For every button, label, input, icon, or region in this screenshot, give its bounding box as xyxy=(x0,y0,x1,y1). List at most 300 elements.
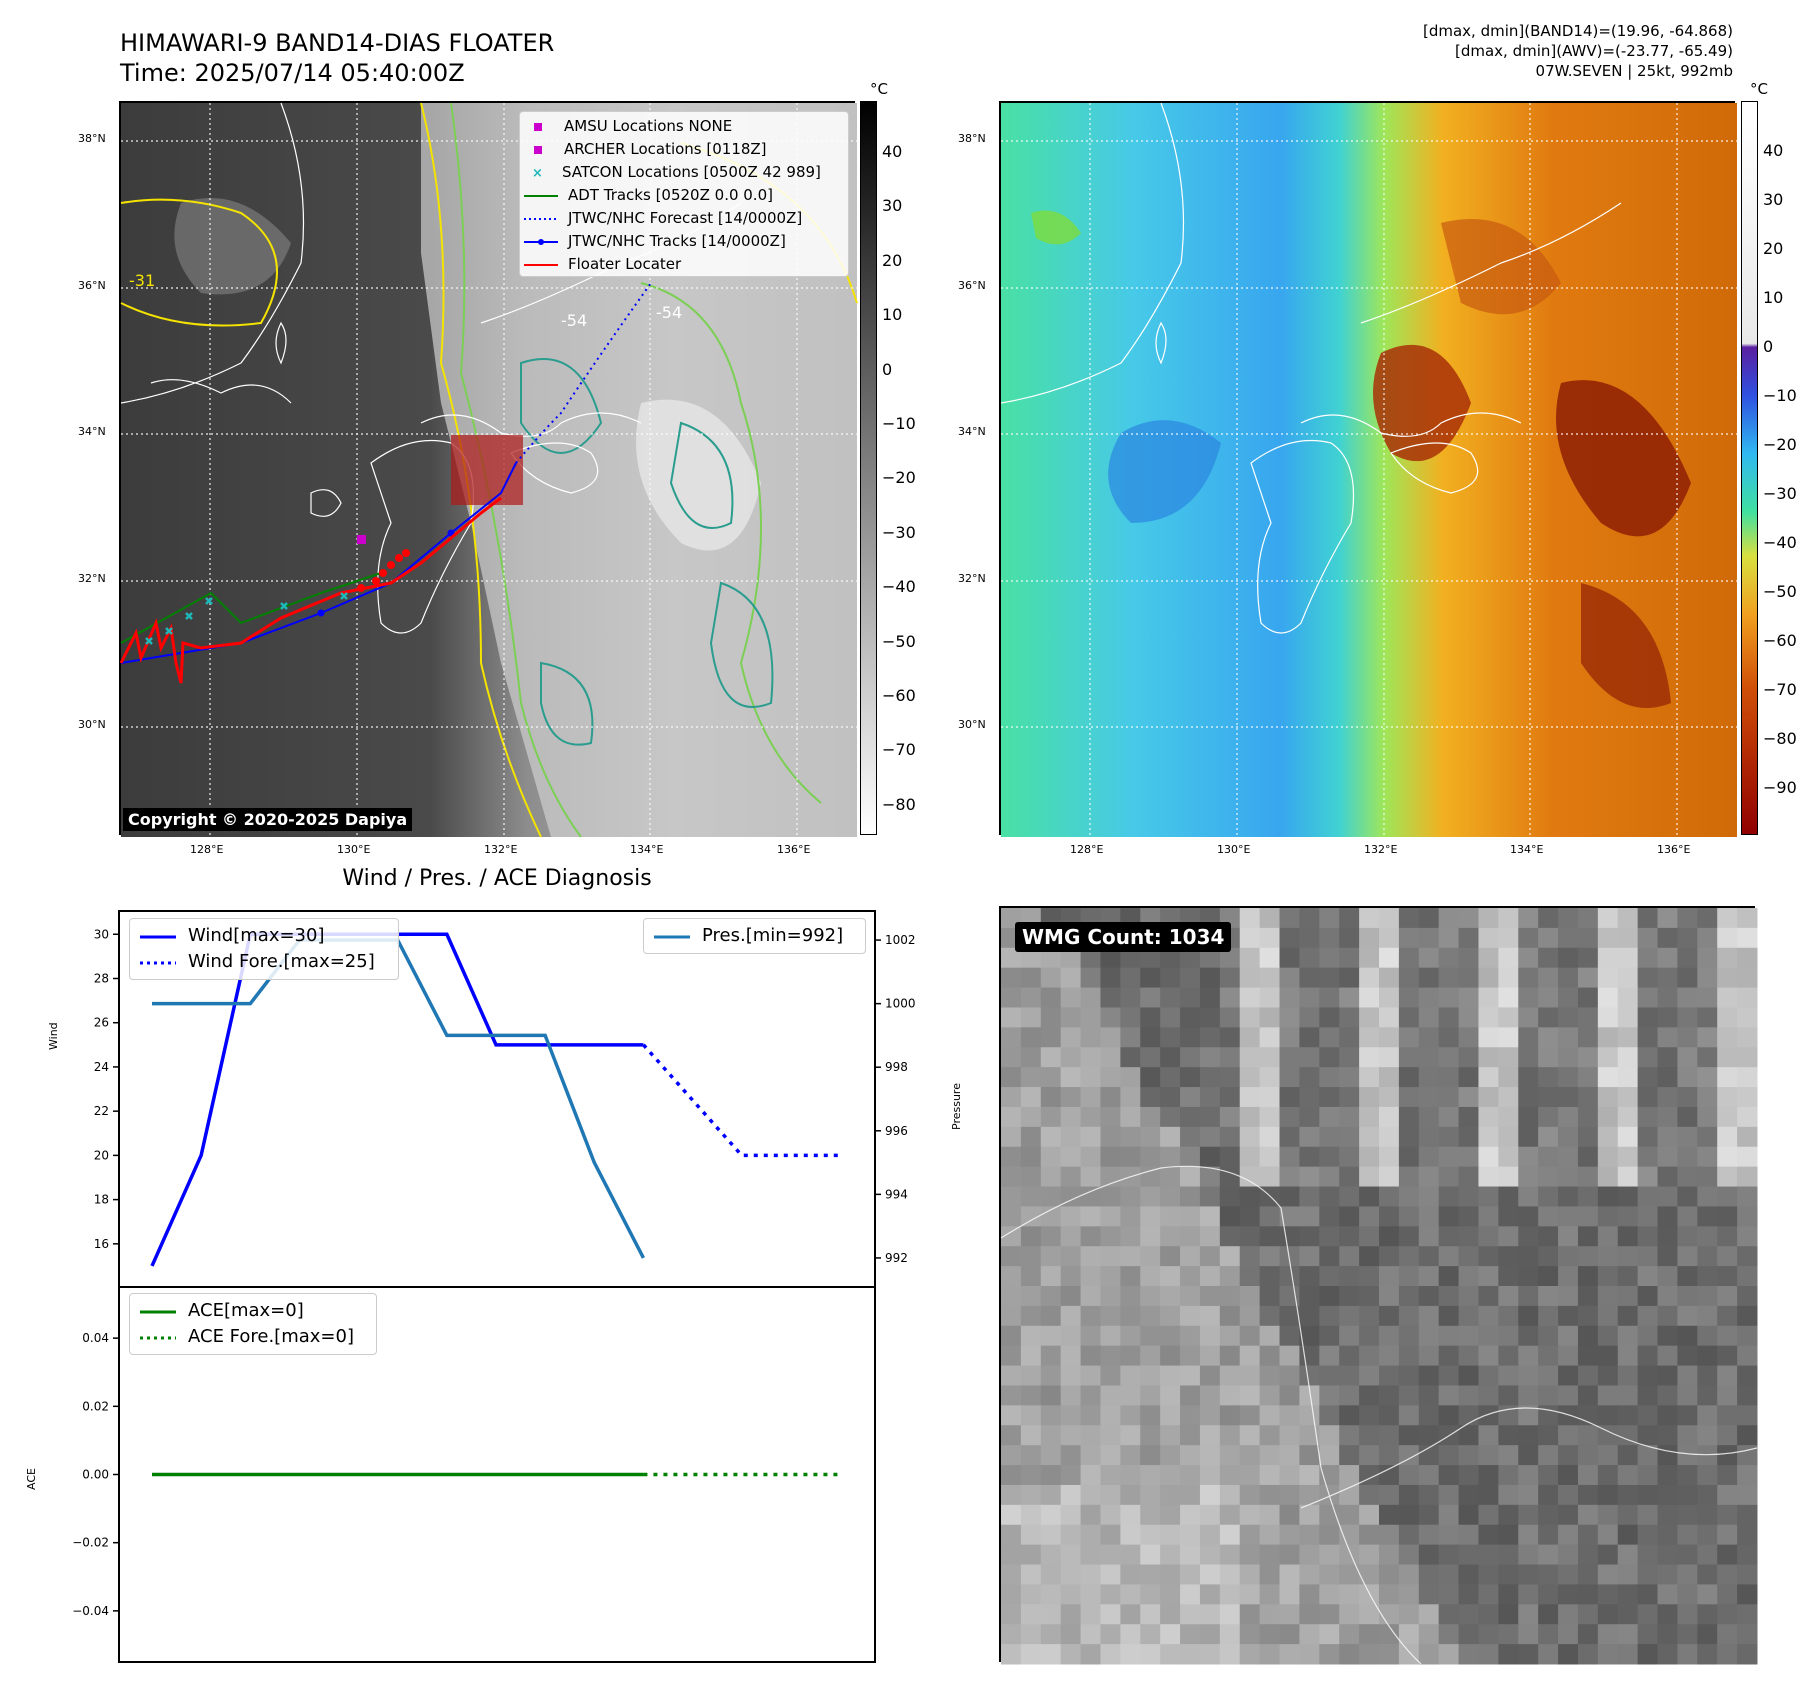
wmg-cell xyxy=(1439,1485,1459,1505)
wmg-cell xyxy=(1220,1366,1240,1386)
wmg-cell xyxy=(1220,1405,1240,1425)
wmg-cell xyxy=(1021,1246,1041,1266)
wmg-cell xyxy=(1001,1545,1021,1565)
wmg-cell xyxy=(1638,1127,1658,1147)
wmg-cell xyxy=(1578,1266,1598,1286)
wmg-cell xyxy=(1419,1505,1439,1525)
wmg-cell xyxy=(1538,1604,1558,1624)
wmg-cell xyxy=(1240,1306,1260,1326)
wmg-cell xyxy=(1419,948,1439,968)
wmg-cell xyxy=(1737,1644,1757,1664)
wmg-cell xyxy=(1081,1346,1101,1366)
wmg-cell xyxy=(1240,1027,1260,1047)
wmg-cell xyxy=(1280,1007,1300,1027)
wmg-cell xyxy=(1717,1366,1737,1386)
wmg-cell xyxy=(1280,1147,1300,1167)
wmg-cell xyxy=(1359,1405,1379,1425)
wmg-cell xyxy=(1518,1206,1538,1226)
wmg-cell xyxy=(1160,1047,1180,1067)
wmg-cell xyxy=(1618,1624,1638,1644)
wmg-cell xyxy=(1677,1187,1697,1207)
wmg-cell xyxy=(1120,1385,1140,1405)
wmg-cell xyxy=(1041,1167,1061,1187)
wmg-cell xyxy=(1737,1226,1757,1246)
wmg-cell xyxy=(1260,1206,1280,1226)
wmg-cell xyxy=(1717,1087,1737,1107)
wmg-cell xyxy=(1618,1127,1638,1147)
wmg-cell xyxy=(1439,928,1459,948)
wmg-cell xyxy=(1658,1107,1678,1127)
wmg-cell xyxy=(1538,948,1558,968)
wmg-cell xyxy=(1578,1445,1598,1465)
wmg-cell xyxy=(1001,1107,1021,1127)
wmg-cell xyxy=(1538,1565,1558,1585)
wmg-cell xyxy=(1717,1107,1737,1127)
colorbar-tick: 10 xyxy=(1763,288,1784,307)
wmg-cell xyxy=(1120,1246,1140,1266)
wmg-cell xyxy=(1021,1047,1041,1067)
wmg-cell xyxy=(1160,1067,1180,1087)
lat-label: 36°N xyxy=(78,279,106,292)
wmg-cell xyxy=(1081,1445,1101,1465)
wmg-cell xyxy=(1001,1326,1021,1346)
wmg-cell xyxy=(1319,1226,1339,1246)
wmg-cell xyxy=(1677,1246,1697,1266)
lat-label: 32°N xyxy=(958,572,986,585)
wmg-cell xyxy=(1399,1007,1419,1027)
wmg-cell xyxy=(1319,968,1339,988)
wmg-cell xyxy=(1100,1584,1120,1604)
wmg-cell xyxy=(1021,1007,1041,1027)
wmg-cell xyxy=(1319,948,1339,968)
wmg-cell xyxy=(1459,1604,1479,1624)
ace-tick-label: −0.04 xyxy=(72,1603,109,1618)
wmg-cell xyxy=(1518,1545,1538,1565)
wmg-cell xyxy=(1319,1147,1339,1167)
wmg-cell xyxy=(1737,1505,1757,1525)
wmg-cell xyxy=(1240,1167,1260,1187)
wmg-cell xyxy=(1140,1187,1160,1207)
legend-wind-forecast: Wind Fore.[max=25] xyxy=(138,951,375,972)
wmg-cell xyxy=(1558,988,1578,1008)
wmg-cell xyxy=(1041,1306,1061,1326)
wmg-cell xyxy=(1100,1087,1120,1107)
wmg-cell xyxy=(1677,1346,1697,1366)
wmg-cell xyxy=(1359,1107,1379,1127)
wmg-cell xyxy=(1001,1306,1021,1326)
wmg-cell xyxy=(1498,1027,1518,1047)
wmg-cell xyxy=(1419,1565,1439,1585)
wmg-cell xyxy=(1498,1505,1518,1525)
wmg-cell xyxy=(1578,1326,1598,1346)
wmg-cell xyxy=(1618,1047,1638,1067)
wmg-cell xyxy=(1558,1266,1578,1286)
wmg-cell xyxy=(1459,1525,1479,1545)
wmg-cell xyxy=(1100,1107,1120,1127)
wmg-cell xyxy=(1697,1644,1717,1664)
wmg-cell xyxy=(1638,1147,1658,1167)
wmg-cell xyxy=(1598,1565,1618,1585)
wmg-cell xyxy=(1200,1485,1220,1505)
wmg-cell xyxy=(1379,1226,1399,1246)
wmg-cell xyxy=(1339,1007,1359,1027)
wmg-cell xyxy=(1280,968,1300,988)
legend-pressure: Pres.[min=992] xyxy=(652,925,843,946)
wmg-cell xyxy=(1180,1405,1200,1425)
wmg-cell xyxy=(1518,1067,1538,1087)
wmg-cell xyxy=(1399,948,1419,968)
wmg-cell xyxy=(1419,1246,1439,1266)
wmg-cell xyxy=(1120,1425,1140,1445)
wmg-cell xyxy=(1717,1545,1737,1565)
wmg-cell xyxy=(1498,1047,1518,1067)
wmg-cell xyxy=(1041,1425,1061,1445)
wmg-cell xyxy=(1538,1425,1558,1445)
wmg-cell xyxy=(1538,1644,1558,1664)
wmg-cell xyxy=(1061,1087,1081,1107)
wmg-cell xyxy=(1717,1007,1737,1027)
wmg-cell xyxy=(1538,1525,1558,1545)
wmg-cell xyxy=(1339,1584,1359,1604)
wmg-cell xyxy=(1081,1525,1101,1545)
wmg-cell xyxy=(1498,1087,1518,1107)
wmg-cell xyxy=(1518,1465,1538,1485)
wmg-cell xyxy=(1697,1306,1717,1326)
wmg-cell xyxy=(1359,1326,1379,1346)
wmg-cell xyxy=(1598,1187,1618,1207)
wmg-cell xyxy=(1598,1405,1618,1425)
wmg-cell xyxy=(1041,1127,1061,1147)
lon-label: 136°E xyxy=(1657,843,1691,856)
wmg-cell xyxy=(1160,988,1180,1008)
wmg-cell xyxy=(1538,1505,1558,1525)
wmg-cell xyxy=(1478,1545,1498,1565)
wmg-cell xyxy=(1578,1067,1598,1087)
wmg-cell xyxy=(1618,1206,1638,1226)
wmg-cell xyxy=(1140,1624,1160,1644)
wmg-cell xyxy=(1459,1107,1479,1127)
wmg-cell xyxy=(1459,1326,1479,1346)
wmg-cell xyxy=(1538,1445,1558,1465)
wmg-cell xyxy=(1478,1286,1498,1306)
wmg-cell xyxy=(1120,1485,1140,1505)
colorbar-tick: −60 xyxy=(882,686,916,705)
pressure-series-line xyxy=(152,940,643,1258)
wmg-cell xyxy=(1021,1644,1041,1664)
wmg-cell xyxy=(1319,1047,1339,1067)
lon-label: 136°E xyxy=(777,843,811,856)
wmg-cell xyxy=(1677,1266,1697,1286)
wmg-cell xyxy=(1041,1505,1061,1525)
wmg-cell xyxy=(1598,1525,1618,1545)
wmg-cell xyxy=(1140,1306,1160,1326)
wmg-cell xyxy=(1200,1107,1220,1127)
wmg-cell xyxy=(1100,1644,1120,1664)
wmg-cell xyxy=(1419,1087,1439,1107)
wmg-cell xyxy=(1478,1326,1498,1346)
wmg-cell xyxy=(1737,968,1757,988)
legend-jtwc-tracks: JTWC/NHC Tracks [14/0000Z] xyxy=(522,231,786,250)
wmg-cell xyxy=(1100,1147,1120,1167)
wmg-cell xyxy=(1061,1206,1081,1226)
wmg-cell xyxy=(1180,1127,1200,1147)
wmg-cell xyxy=(1160,1465,1180,1485)
wmg-cell xyxy=(1677,1505,1697,1525)
wmg-cell xyxy=(1041,1187,1061,1207)
wmg-cell xyxy=(1100,1624,1120,1644)
wmg-cell xyxy=(1658,1405,1678,1425)
wmg-cell xyxy=(1280,1385,1300,1405)
wmg-cell xyxy=(1558,1147,1578,1167)
wmg-cell xyxy=(1658,1385,1678,1405)
wmg-cell xyxy=(1697,1326,1717,1346)
wmg-cell xyxy=(1220,1624,1240,1644)
wmg-cell xyxy=(1359,1525,1379,1545)
wmg-cell xyxy=(1299,1405,1319,1425)
wmg-cell xyxy=(1419,1007,1439,1027)
wmg-cell xyxy=(1160,1425,1180,1445)
wmg-cell xyxy=(1220,1226,1240,1246)
wmg-cell xyxy=(1041,1087,1061,1107)
wmg-cell xyxy=(1339,928,1359,948)
wmg-cell xyxy=(1001,1127,1021,1147)
wmg-cell xyxy=(1717,1485,1737,1505)
wmg-cell xyxy=(1140,1206,1160,1226)
wmg-cell xyxy=(1220,1346,1240,1366)
wmg-cell xyxy=(1240,1206,1260,1226)
wmg-cell xyxy=(1061,1445,1081,1465)
wmg-cell xyxy=(1459,1067,1479,1087)
wmg-cell xyxy=(1399,1545,1419,1565)
wmg-cell xyxy=(1638,1286,1658,1306)
wmg-cell xyxy=(1319,908,1339,928)
wmg-cell xyxy=(1120,1306,1140,1326)
wmg-cell xyxy=(1399,1226,1419,1246)
wmg-cell xyxy=(1558,1127,1578,1147)
wmg-cell xyxy=(1021,1167,1041,1187)
wmg-cell xyxy=(1240,1604,1260,1624)
wmg-cell xyxy=(1598,988,1618,1008)
wmg-cell xyxy=(1578,1405,1598,1425)
wmg-cell xyxy=(1299,1525,1319,1545)
wmg-cell xyxy=(1677,1445,1697,1465)
awv-map-canvas xyxy=(1001,103,1737,837)
wmg-cell xyxy=(1439,908,1459,928)
wmg-cell xyxy=(1518,1346,1538,1366)
wmg-cell xyxy=(1498,1584,1518,1604)
wmg-cell xyxy=(1538,1326,1558,1346)
wmg-cell xyxy=(1717,1525,1737,1545)
wmg-cell xyxy=(1638,1584,1658,1604)
wmg-cell xyxy=(1558,948,1578,968)
solid-line-icon xyxy=(138,1307,178,1317)
wmg-cell xyxy=(1359,1246,1379,1266)
wmg-cell xyxy=(1379,1565,1399,1585)
wmg-cell xyxy=(1260,1226,1280,1246)
wmg-cell xyxy=(1120,1346,1140,1366)
wmg-cell xyxy=(1319,1067,1339,1087)
wmg-cell xyxy=(1299,1485,1319,1505)
wmg-cell xyxy=(1140,1485,1160,1505)
wmg-cell xyxy=(1100,1485,1120,1505)
wmg-cell xyxy=(1240,1246,1260,1266)
wmg-cell xyxy=(1140,1226,1160,1246)
wmg-cell xyxy=(1618,1027,1638,1047)
wmg-cell xyxy=(1658,928,1678,948)
wmg-cell xyxy=(1399,1346,1419,1366)
wmg-cell xyxy=(1339,1206,1359,1226)
wmg-cell xyxy=(1379,1127,1399,1147)
wmg-cell xyxy=(1379,1405,1399,1425)
wmg-cell xyxy=(1677,1604,1697,1624)
wmg-cell xyxy=(1558,1465,1578,1485)
wmg-cell xyxy=(1041,1226,1061,1246)
wmg-cell xyxy=(1717,1047,1737,1067)
wmg-cell xyxy=(1618,1246,1638,1266)
wmg-cell xyxy=(1439,1007,1459,1027)
wmg-cell xyxy=(1339,1147,1359,1167)
wmg-cell xyxy=(1658,1505,1678,1525)
wmg-cell xyxy=(1220,1565,1240,1585)
ace-tick-label: 0.04 xyxy=(82,1331,109,1346)
wmg-cell xyxy=(1558,1107,1578,1127)
wmg-cell xyxy=(1498,1624,1518,1644)
wmg-cell xyxy=(1677,1326,1697,1346)
wmg-cell xyxy=(1319,1127,1339,1147)
wmg-cell xyxy=(1697,968,1717,988)
wmg-cell xyxy=(1478,1425,1498,1445)
wmg-cell xyxy=(1339,1624,1359,1644)
legend-satcon: × SATCON Locations [0500Z 42 989] xyxy=(532,163,821,181)
wmg-cell xyxy=(1140,1266,1160,1286)
wmg-cell xyxy=(1419,1604,1439,1624)
colorbar-right-unit: °C xyxy=(1750,80,1768,98)
lat-label: 30°N xyxy=(958,718,986,731)
wmg-cell xyxy=(1379,1545,1399,1565)
wmg-cell xyxy=(1220,1545,1240,1565)
wmg-cell xyxy=(1120,1604,1140,1624)
wmg-cell xyxy=(1379,1644,1399,1664)
wmg-cell xyxy=(1200,1545,1220,1565)
wmg-cell xyxy=(1081,1366,1101,1386)
wmg-cell xyxy=(1459,928,1479,948)
wmg-cell xyxy=(1160,1107,1180,1127)
wmg-cell xyxy=(1558,1525,1578,1545)
wmg-cell xyxy=(1538,1266,1558,1286)
wmg-cell xyxy=(1379,1266,1399,1286)
wmg-cell xyxy=(1717,1147,1737,1167)
wmg-cell xyxy=(1439,1405,1459,1425)
wmg-cell xyxy=(1598,1047,1618,1067)
wmg-cell xyxy=(1100,1405,1120,1425)
wmg-cell xyxy=(1439,1147,1459,1167)
wmg-cell xyxy=(1518,908,1538,928)
wmg-cell xyxy=(1618,1604,1638,1624)
solid-line-icon xyxy=(138,932,178,942)
wmg-cell xyxy=(1518,1007,1538,1027)
wmg-cell xyxy=(1120,968,1140,988)
wmg-cell xyxy=(1001,1584,1021,1604)
wmg-cell xyxy=(1200,1187,1220,1207)
wmg-cell xyxy=(1220,1644,1240,1664)
wmg-cell xyxy=(1160,1147,1180,1167)
wmg-cell xyxy=(1280,1565,1300,1585)
wmg-cell xyxy=(1200,1206,1220,1226)
wmg-cell xyxy=(1737,988,1757,1008)
wmg-cell xyxy=(1638,1385,1658,1405)
wmg-cell xyxy=(1459,1246,1479,1266)
wmg-cell xyxy=(1459,1644,1479,1664)
wmg-cell xyxy=(1419,908,1439,928)
wmg-cell xyxy=(1399,1027,1419,1047)
wmg-cell xyxy=(1220,1286,1240,1306)
wmg-cell xyxy=(1478,968,1498,988)
wmg-cell xyxy=(1240,1485,1260,1505)
wmg-count-badge: WMG Count: 1034 xyxy=(1015,922,1231,952)
pressure-legend xyxy=(643,918,866,954)
wmg-cell xyxy=(1041,1445,1061,1465)
wmg-cell xyxy=(1538,1107,1558,1127)
wmg-cell xyxy=(1339,1385,1359,1405)
wmg-cell xyxy=(1061,1525,1081,1545)
wmg-cell xyxy=(1618,928,1638,948)
wmg-cell xyxy=(1498,1007,1518,1027)
wmg-cell xyxy=(1677,1405,1697,1425)
wmg-cell xyxy=(1558,1007,1578,1027)
wmg-cell xyxy=(1538,1346,1558,1366)
wmg-cell xyxy=(1041,1485,1061,1505)
wmg-cell xyxy=(1518,1127,1538,1147)
wmg-cell xyxy=(1160,1246,1180,1266)
wmg-cell xyxy=(1299,1226,1319,1246)
wmg-cell xyxy=(1518,1565,1538,1585)
wmg-cell xyxy=(1399,1306,1419,1326)
wmg-cell xyxy=(1618,1385,1638,1405)
wmg-cell xyxy=(1180,1366,1200,1386)
wmg-cell xyxy=(1120,1326,1140,1346)
wmg-cell xyxy=(1100,1266,1120,1286)
wmg-cell xyxy=(1359,1545,1379,1565)
wmg-cell xyxy=(1638,1366,1658,1386)
wmg-cell xyxy=(1240,1127,1260,1147)
wmg-cell xyxy=(1260,968,1280,988)
wmg-cell xyxy=(1518,1087,1538,1107)
wmg-cell xyxy=(1021,1366,1041,1386)
wmg-cell xyxy=(1160,1326,1180,1346)
wmg-cell xyxy=(1638,1525,1658,1545)
wmg-cell xyxy=(1220,1187,1240,1207)
wmg-cell xyxy=(1081,1246,1101,1266)
wmg-cell xyxy=(1498,1604,1518,1624)
ir-map-legend xyxy=(519,111,849,277)
wmg-cell xyxy=(1478,988,1498,1008)
wmg-cell xyxy=(1717,1306,1737,1326)
wmg-cell xyxy=(1737,1405,1757,1425)
wmg-cell xyxy=(1339,1027,1359,1047)
wmg-cell xyxy=(1419,968,1439,988)
wmg-cell xyxy=(1280,1226,1300,1246)
dotted-line-icon xyxy=(138,1333,178,1343)
wmg-cell xyxy=(1419,1425,1439,1445)
wmg-cell xyxy=(1538,1067,1558,1087)
wmg-cell xyxy=(1280,1167,1300,1187)
wmg-cell xyxy=(1299,1266,1319,1286)
wmg-cell xyxy=(1538,1465,1558,1485)
wmg-cell xyxy=(1319,1286,1339,1306)
wmg-cell xyxy=(1598,1505,1618,1525)
wmg-cell xyxy=(1717,1445,1737,1465)
wmg-cell xyxy=(1359,1067,1379,1087)
